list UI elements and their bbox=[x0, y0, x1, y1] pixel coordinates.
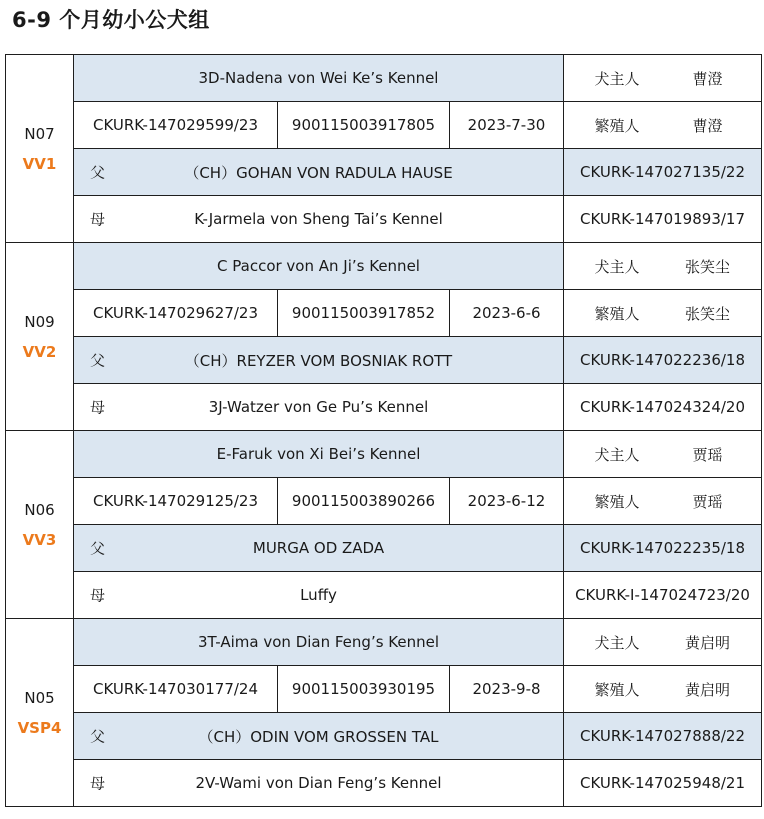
entry-row-dog bbox=[6, 619, 762, 666]
owner-cell bbox=[564, 243, 762, 290]
entry-row-registration bbox=[6, 666, 762, 713]
breeder-label: 繁殖人 bbox=[594, 680, 640, 699]
sire-name: （CH）ODIN VOM GROSSEN TAL bbox=[198, 727, 439, 746]
dog-name: 3T-Aima von Dian Feng’s Kennel bbox=[74, 619, 564, 666]
entry-row-dam bbox=[6, 196, 762, 243]
breeder-cell bbox=[564, 102, 762, 149]
dam-name: Luffy bbox=[300, 586, 337, 604]
entry-row-sire bbox=[6, 337, 762, 384]
dog-name: E-Faruk von Xi Bei’s Kennel bbox=[74, 431, 564, 478]
entry-row-sire bbox=[6, 149, 762, 196]
dam-label: 母 bbox=[90, 398, 106, 417]
entry-row-dam bbox=[6, 572, 762, 619]
entry-row-sire bbox=[6, 713, 762, 760]
dam-label: 母 bbox=[90, 210, 106, 229]
owner-name: 贾瑶 bbox=[692, 445, 723, 464]
registration-number: CKURK-147029599/23 bbox=[74, 102, 278, 149]
sire-registration: CKURK-147022235/18 bbox=[564, 525, 762, 572]
grade-badge: VSP4 bbox=[17, 718, 62, 737]
sire-label: 父 bbox=[90, 163, 106, 182]
owner-label: 犬主人 bbox=[594, 69, 640, 88]
birth-date: 2023-7-30 bbox=[450, 102, 564, 149]
owner-cell bbox=[564, 55, 762, 102]
breeder-name: 张笑尘 bbox=[684, 304, 730, 323]
birth-date: 2023-6-6 bbox=[450, 290, 564, 337]
entry-row-sire bbox=[6, 525, 762, 572]
dam-registration: CKURK-147024324/20 bbox=[564, 384, 762, 431]
catalog-number: N05 bbox=[24, 688, 55, 707]
entry-row-registration bbox=[6, 290, 762, 337]
dam-cell bbox=[74, 572, 564, 619]
sire-name: （CH）REYZER VOM BOSNIAK ROTT bbox=[184, 351, 453, 370]
sire-registration: CKURK-147027888/22 bbox=[564, 713, 762, 760]
sire-cell bbox=[74, 337, 564, 384]
entry-id-cell bbox=[6, 619, 74, 807]
registration-number: CKURK-147030177/24 bbox=[74, 666, 278, 713]
sire-registration: CKURK-147022236/18 bbox=[564, 337, 762, 384]
entry-row-registration bbox=[6, 102, 762, 149]
grade-badge: VV1 bbox=[22, 154, 57, 173]
entry-row-dog bbox=[6, 431, 762, 478]
entry-row-dog bbox=[6, 55, 762, 102]
entry-row-registration bbox=[6, 478, 762, 525]
grade-badge: VV3 bbox=[22, 530, 57, 549]
sire-cell bbox=[74, 149, 564, 196]
dam-name: 3J-Watzer von Ge Pu’s Kennel bbox=[208, 398, 429, 416]
page-title: 6-9 个月幼小公犬组 bbox=[12, 8, 210, 32]
owner-name: 黄启明 bbox=[684, 633, 730, 652]
birth-date: 2023-9-8 bbox=[450, 666, 564, 713]
breeder-cell bbox=[564, 478, 762, 525]
microchip-number: 900115003890266 bbox=[278, 478, 450, 525]
microchip-number: 900115003917805 bbox=[278, 102, 450, 149]
owner-name: 张笑尘 bbox=[684, 257, 730, 276]
owner-cell bbox=[564, 431, 762, 478]
entry-row-dam bbox=[6, 760, 762, 807]
catalog-number: N07 bbox=[24, 124, 55, 143]
entry-id-cell bbox=[6, 243, 74, 431]
entry-row-dam bbox=[6, 384, 762, 431]
registration-number: CKURK-147029627/23 bbox=[74, 290, 278, 337]
entry-id-cell bbox=[6, 55, 74, 243]
results-table bbox=[5, 54, 762, 807]
breeder-label: 繁殖人 bbox=[594, 304, 640, 323]
catalog-number: N06 bbox=[24, 500, 55, 519]
dam-name: 2V-Wami von Dian Feng’s Kennel bbox=[195, 774, 442, 792]
owner-label: 犬主人 bbox=[594, 257, 640, 276]
dam-label: 母 bbox=[90, 586, 106, 605]
dam-name: K-Jarmela von Sheng Tai’s Kennel bbox=[194, 210, 443, 228]
dam-cell bbox=[74, 384, 564, 431]
owner-name: 曹澄 bbox=[692, 69, 723, 88]
sire-label: 父 bbox=[90, 539, 106, 558]
entry-id-cell bbox=[6, 431, 74, 619]
breeder-name: 黄启明 bbox=[684, 680, 730, 699]
sire-label: 父 bbox=[90, 351, 106, 370]
dam-label: 母 bbox=[90, 774, 106, 793]
dam-cell bbox=[74, 196, 564, 243]
sire-label: 父 bbox=[90, 727, 106, 746]
dog-name: 3D-Nadena von Wei Ke’s Kennel bbox=[74, 55, 564, 102]
owner-cell bbox=[564, 619, 762, 666]
dam-registration: CKURK-147025948/21 bbox=[564, 760, 762, 807]
breeder-cell bbox=[564, 666, 762, 713]
sire-name: （CH）GOHAN VON RADULA HAUSE bbox=[184, 163, 453, 182]
dam-registration: CKURK-I-147024723/20 bbox=[564, 572, 762, 619]
sire-cell bbox=[74, 525, 564, 572]
dog-name: C Paccor von An Ji’s Kennel bbox=[74, 243, 564, 290]
birth-date: 2023-6-12 bbox=[450, 478, 564, 525]
entry-row-dog bbox=[6, 243, 762, 290]
dam-registration: CKURK-147019893/17 bbox=[564, 196, 762, 243]
catalog-number: N09 bbox=[24, 312, 55, 331]
sire-name: MURGA OD ZADA bbox=[252, 539, 385, 557]
breeder-label: 繁殖人 bbox=[594, 492, 640, 511]
registration-number: CKURK-147029125/23 bbox=[74, 478, 278, 525]
breeder-name: 贾瑶 bbox=[692, 492, 723, 511]
breeder-name: 曹澄 bbox=[692, 116, 723, 135]
breeder-cell bbox=[564, 290, 762, 337]
owner-label: 犬主人 bbox=[594, 633, 640, 652]
microchip-number: 900115003917852 bbox=[278, 290, 450, 337]
sire-cell bbox=[74, 713, 564, 760]
grade-badge: VV2 bbox=[22, 342, 57, 361]
microchip-number: 900115003930195 bbox=[278, 666, 450, 713]
breeder-label: 繁殖人 bbox=[594, 116, 640, 135]
dam-cell bbox=[74, 760, 564, 807]
sire-registration: CKURK-147027135/22 bbox=[564, 149, 762, 196]
owner-label: 犬主人 bbox=[594, 445, 640, 464]
